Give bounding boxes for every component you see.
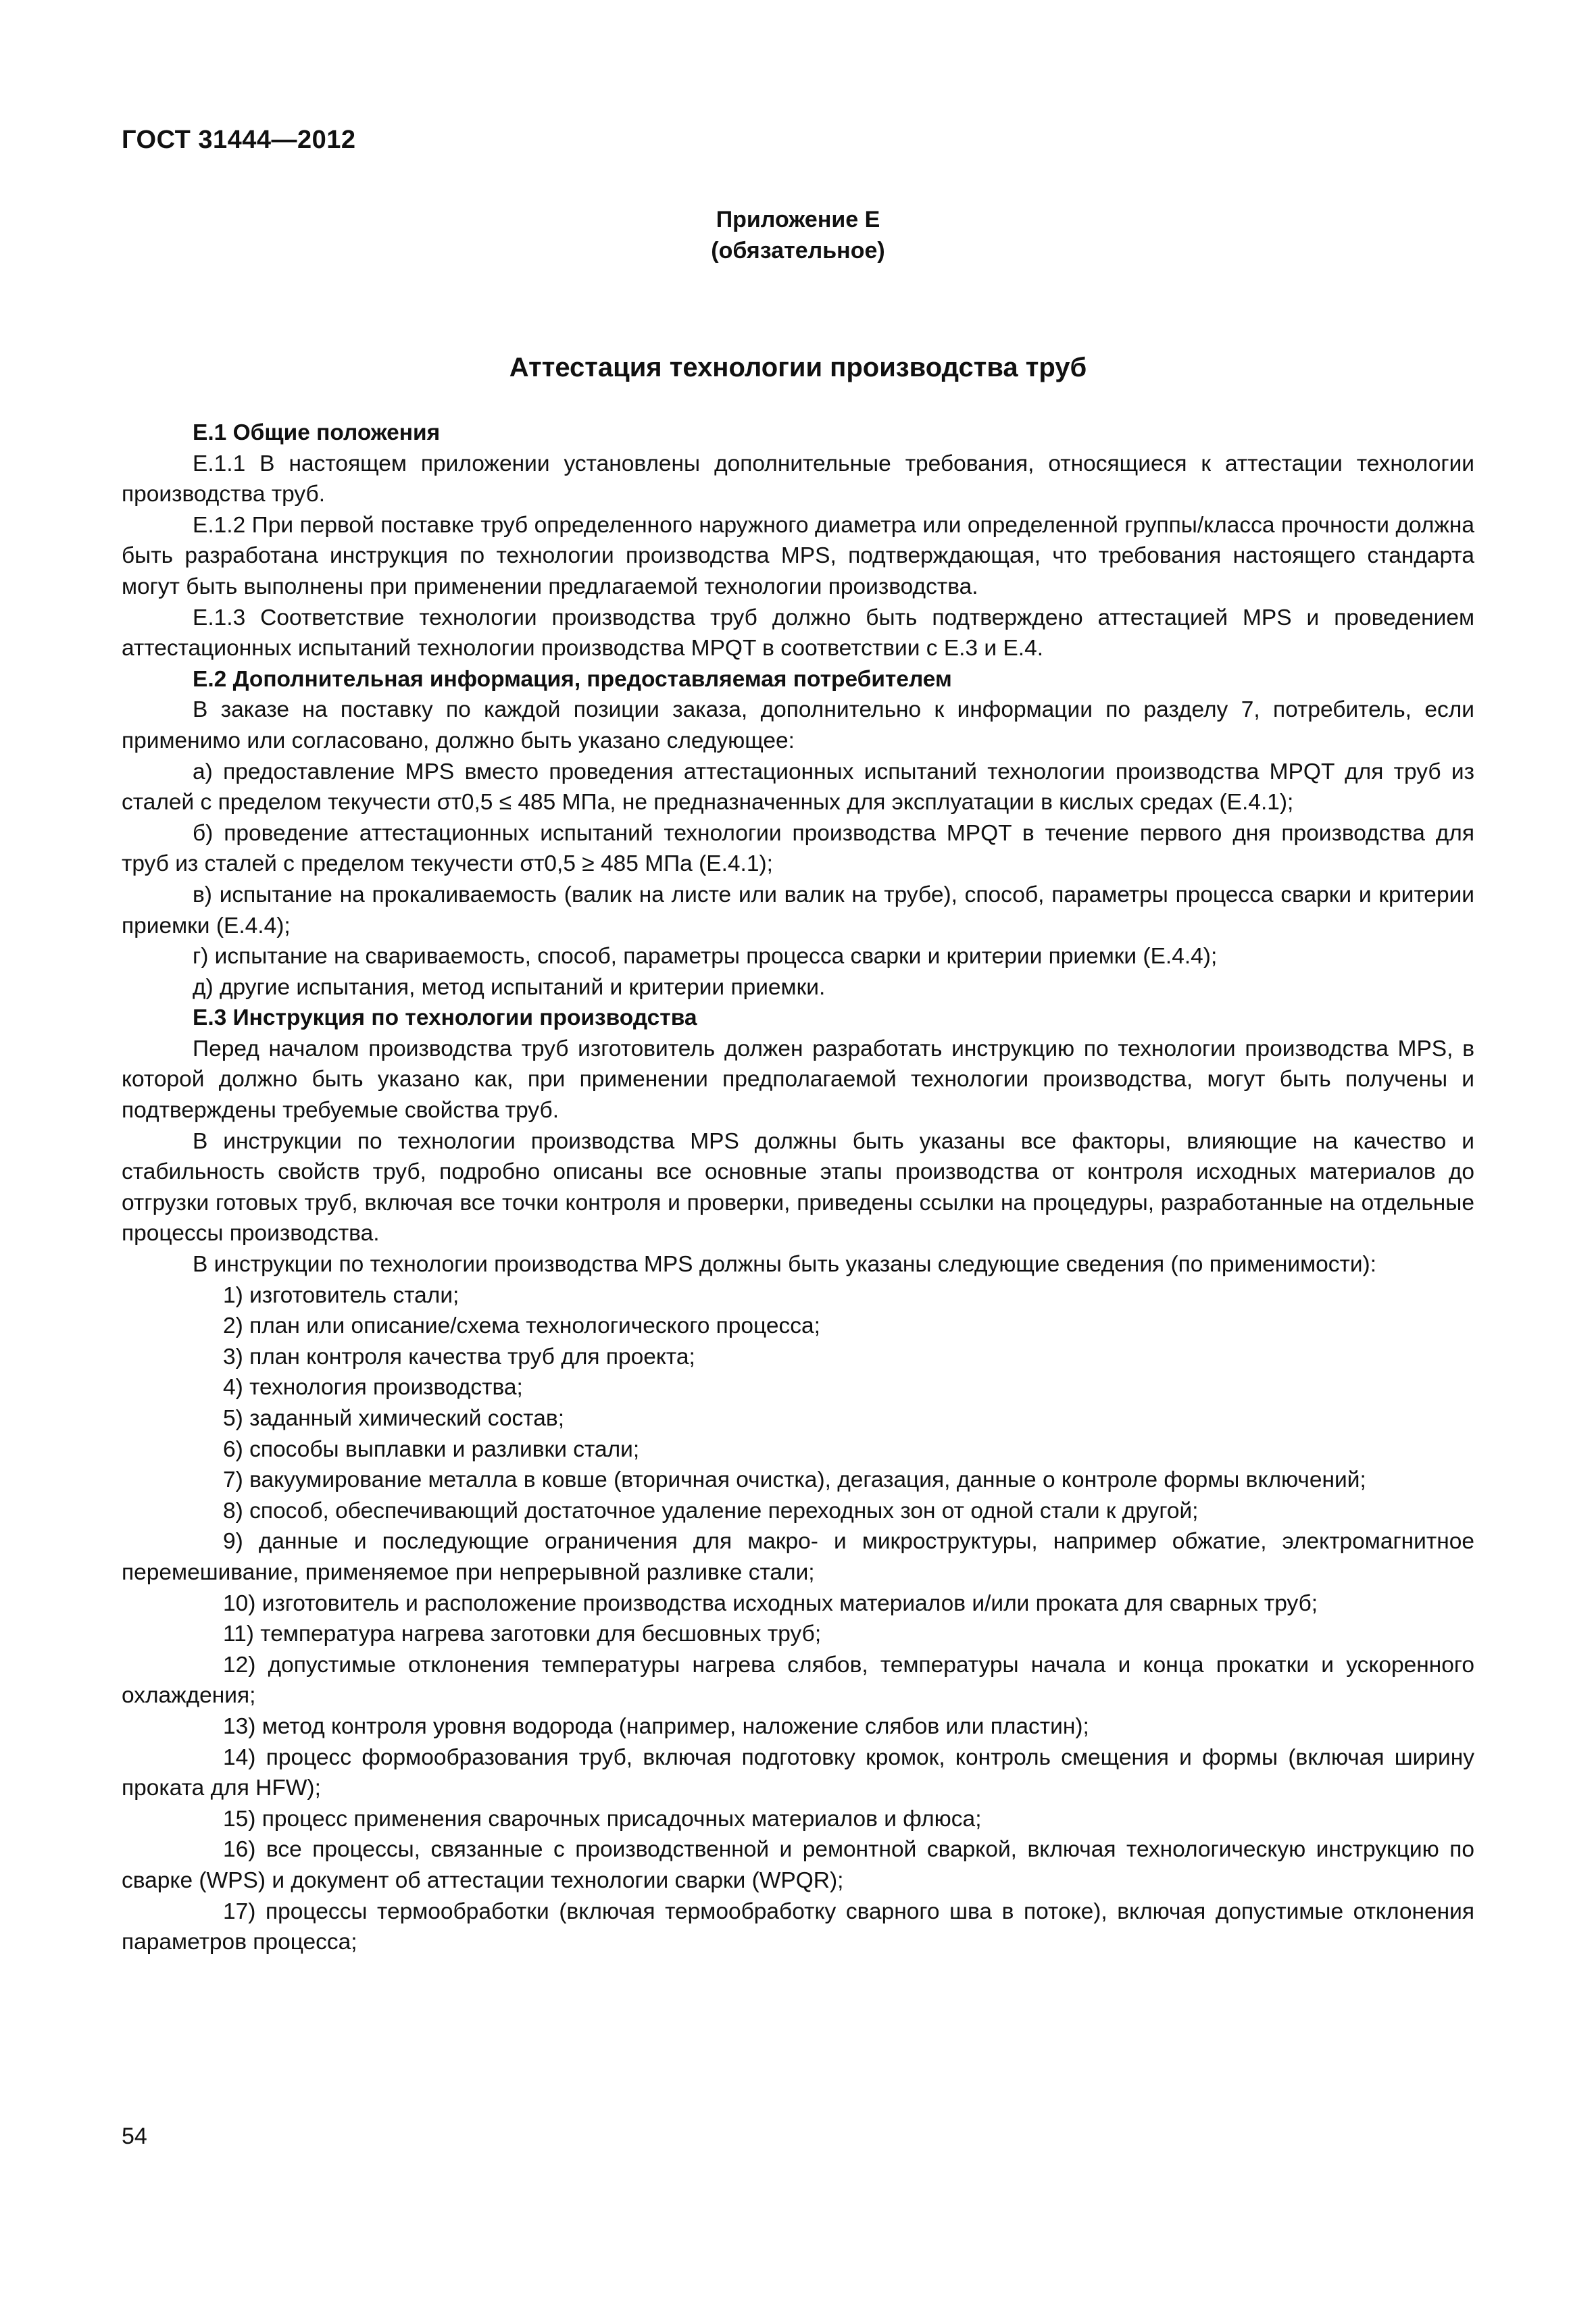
paragraph: Е.1.2 При первой поставке труб определенного наружного диаметра или определенной группы/класса прочности должна быть разработана инструкция по технологии производства MPS, подтверждающая, что требования настоящего стандарта могут быть выполнены при применении предлагаемой технологии производства. (122, 512, 1474, 599)
list-item: 5) заданный химический состав; (223, 1406, 565, 1431)
annex-label: Приложение Е (716, 207, 880, 232)
list-item: 16) все процессы, связанные с производственной и ремонтной сваркой, включая технологическую инструкцию по сварке (WPS) и документ об аттестации технологии сварки (WPQR); (122, 1837, 1474, 1893)
paragraph: б) проведение аттестационных испытаний технологии производства MPQT в течение первого дня производства для труб из сталей с пределом текучести σт0,5 ≥ 485 МПа (Е.4.1); (122, 820, 1474, 877)
paragraph: В заказе на поставку по каждой позиции заказа, дополнительно к информации по разделу 7, потребитель, если применимо или согласовано, должно быть указано следующее: (122, 697, 1474, 753)
list-item: 9) данные и последующие ограничения для макро- и микроструктуры, например обжатие, электромагнитное перемешивание, применяемое при непрерывной разливке стали; (122, 1529, 1474, 1585)
paragraph: в) испытание на прокаливаемость (валик на листе или валик на трубе), способ, параметры процесса сварки и критерии приемки (Е.4.4); (122, 882, 1474, 938)
paragraph: Е.1.1 В настоящем приложении установлены дополнительные требования, относящиеся к аттестации технологии производства труб. (122, 451, 1474, 507)
paragraph: В инструкции по технологии производства MPS должны быть указаны следующие сведения (по применимости): (193, 1252, 1377, 1278)
paragraph: Е.1.3 Соответствие технологии производства труб должно быть подтверждено аттестацией MPS и проведением аттестационных испытаний технологии производства MPQT в соответствии с Е.3 и Е.4. (122, 605, 1474, 661)
paragraph: В инструкции по технологии производства MPS должны быть указаны все факторы, влияющие на качество и стабильность свойств труб, подробно описаны все основные этапы производства от контроля исходных материалов до отгрузки готовых труб, включая все точки контроля и проверки, приведены ссылки на процедуры, разработанные на отдельные процессы производства. (122, 1128, 1474, 1247)
list-item: 2) план или описание/схема технологического процесса; (223, 1313, 820, 1339)
running-head: ГОСТ 31444—2012 (122, 126, 356, 154)
paragraph: д) другие испытания, метод испытаний и критерии приемки. (193, 974, 826, 1000)
list-item: 13) метод контроля уровня водорода (например, наложение слябов или пластин); (223, 1713, 1089, 1739)
list-item: 7) вакуумирование металла в ковше (вторичная очистка), дегазация, данные о контроле формы включений; (223, 1467, 1366, 1493)
annex-heading (0, 204, 1596, 266)
annex-title: Аттестация технологии производства труб (509, 353, 1087, 382)
list-item: 10) изготовитель и расположение производства исходных материалов и/или проката для сварных труб; (223, 1590, 1318, 1616)
paragraph: г) испытание на свариваемость, способ, параметры процесса сварки и критерии приемки (Е.4.4); (193, 944, 1218, 970)
list-item: 1) изготовитель стали; (223, 1282, 459, 1308)
list-item: 11) температура нагрева заготовки для бесшовных труб; (223, 1621, 822, 1647)
section-heading: Е.1 Общие положения (193, 420, 441, 445)
list-item: 12) допустимые отклонения температуры нагрева слябов, температуры начала и конца прокатки и ускоренного охлаждения; (122, 1652, 1474, 1709)
paragraph: Перед началом производства труб изготовитель должен разработать инструкцию по технологии производства MPS, в которой должно быть указано как, при применении предполагаемой технологии производства, могут быть получены и подтверждены требуемые свойства труб. (122, 1036, 1474, 1124)
list-item: 6) способы выплавки и разливки стали; (223, 1436, 640, 1462)
list-item: 4) технология производства; (223, 1375, 523, 1401)
list-item: 17) процессы термообработки (включая термообработку сварного шва в потоке), включая допустимые отклонения параметров процесса; (122, 1898, 1474, 1955)
document-body (122, 418, 1474, 1958)
annex-status: (обязательное) (711, 238, 885, 263)
page-number: 54 (122, 2123, 147, 2149)
paragraph: а) предоставление MPS вместо проведения аттестационных испытаний технологии производства MPQT для труб из сталей с пределом текучести σт0,5 ≤ 485 МПа, не предназначенных для эксплуатации в кислых средах (Е.4.1); (122, 759, 1474, 815)
list-item: 14) процесс формообразования труб, включая подготовку кромок, контроль смещения и формы (включая ширину проката для HFW); (122, 1744, 1474, 1801)
list-item: 3) план контроля качества труб для проекта; (223, 1344, 695, 1369)
list-item: 8) способ, обеспечивающий достаточное удаление переходных зон от одной стали к другой; (223, 1498, 1199, 1524)
section-heading: Е.2 Дополнительная информация, предоставляемая потребителем (193, 666, 952, 692)
list-item: 15) процесс применения сварочных присадочных материалов и флюса; (223, 1806, 982, 1832)
section-heading: Е.3 Инструкция по технологии производства (193, 1005, 697, 1031)
